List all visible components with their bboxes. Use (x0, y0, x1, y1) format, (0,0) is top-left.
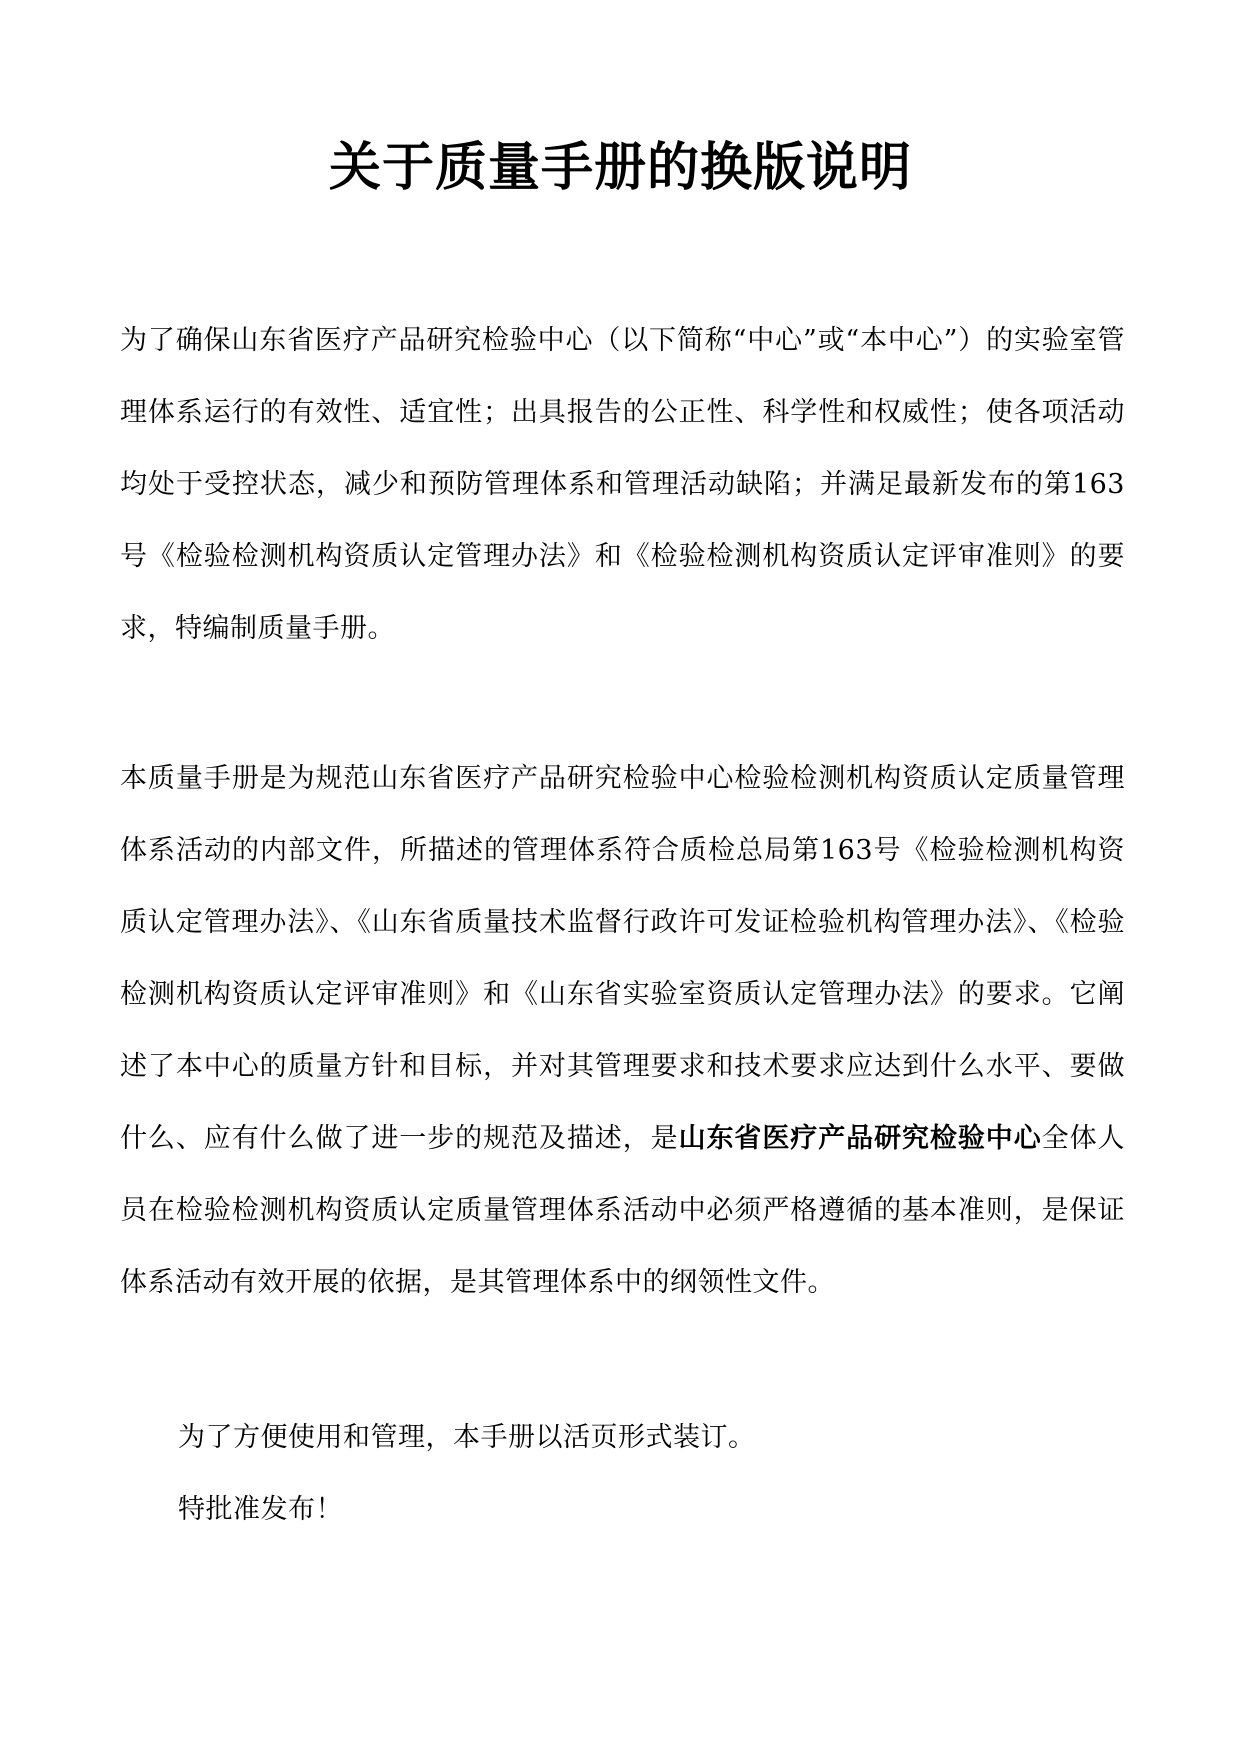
paragraph-purpose: 为了确保山东省医疗产品研究检验中心（以下简称“中心”或“本中心”）的实验室管理体系运行的有效性、适宜性；出具报告的公正性、科学性和权威性；使各项活动均处于受控状态，减少和预防管理体系和管理活动缺陷；并满足最新发布的第163号《检验检测机构资质认定管理办法》和《检验检测机构资质认定评审准则》的要求，特编制质量手册。 (120, 325, 1125, 644)
center-name-bold: 山东省医疗产品研究检验中心 (678, 1123, 1042, 1154)
paragraph-scope-text-1: 本质量手册是为规范山东省医疗产品研究检验中心检验检测机构资质认定质量管理体系活动的内部文件，所描述的管理体系符合质检总局第163号《检验检测机构资质认定管理办法》、《山东省质量技术监督行政许可发证检验机构管理办法》、《检验检测机构资质认定评审准则》和《山东省实验室资质认定管理办法》的要求。它阐述了本中心的质量方针和目标，并对其管理要求和技术要求应达到什么水平、要做什么、应有什么做了进一步的规范及描述，是 (120, 763, 1125, 1154)
document-title: 关于质量手册的换版说明 (328, 138, 912, 198)
paragraph-binding: 为了方便使用和管理，本手册以活页形式装订。 (178, 1422, 756, 1453)
paragraph-scope (120, 743, 1125, 1319)
paragraph-approval: 特批准发布！ (178, 1494, 343, 1525)
paragraph-scope-text-2: 全体人员在检验检测机构资质认定质量管理体系活动中必须严格遵循的基本准则，是保证体系活动有效开展的依据，是其管理体系中的纲领性文件。 (120, 1123, 1126, 1298)
